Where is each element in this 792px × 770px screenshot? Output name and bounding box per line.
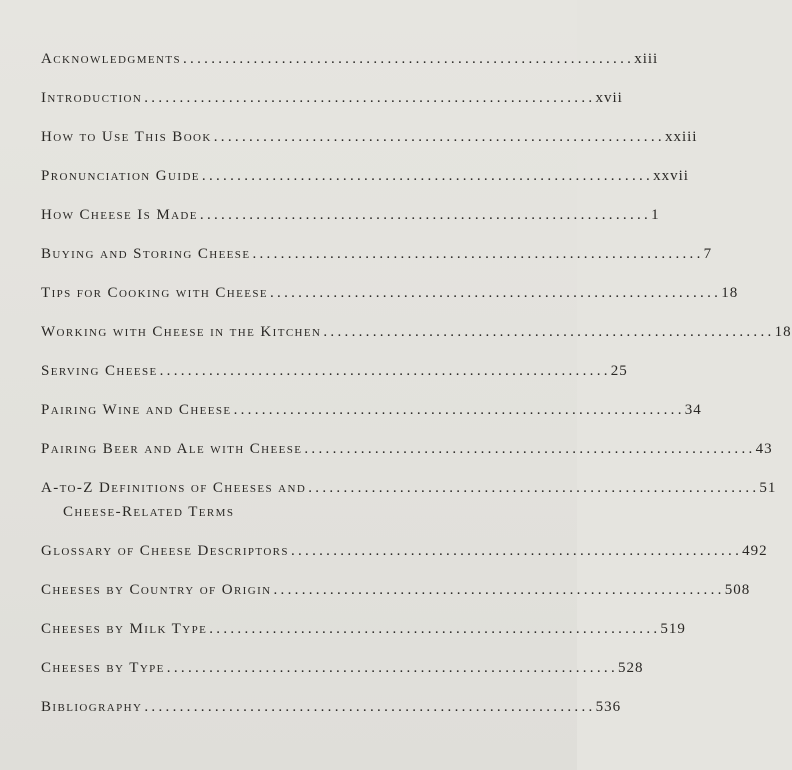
toc-entry-title: Working with Cheese in the Kitchen <box>41 324 322 340</box>
dot-leader: ................................................................ <box>273 582 725 598</box>
toc-entry-how-cheese-is-made[interactable] <box>41 202 660 241</box>
toc-page-number: 34 <box>684 402 702 418</box>
dot-leader: ................................................................ <box>209 621 661 637</box>
toc-entry-title: Tips for Cooking with Cheese <box>41 285 268 301</box>
toc-page-number: 1 <box>651 207 660 223</box>
toc-entry-bibliography[interactable] <box>41 694 622 733</box>
toc-entry-serving[interactable] <box>41 358 628 397</box>
dot-leader: ................................................................ <box>304 441 756 457</box>
toc-page-number: 25 <box>610 363 628 379</box>
toc-page-number: 536 <box>595 699 622 715</box>
toc-entry-glossary[interactable] <box>41 538 768 577</box>
dot-leader: ................................................................ <box>213 129 665 145</box>
dot-leader: ................................................................ <box>144 699 596 715</box>
toc-entry-title: Pairing Beer and Ale with Cheese <box>41 441 303 457</box>
toc-entry-title: Buying and Storing Cheese <box>41 246 251 262</box>
toc-page-number: xxiii <box>664 129 698 145</box>
toc-page-number: 51 <box>759 480 777 496</box>
toc-page-number: 18 <box>721 285 739 301</box>
toc-page-number: xvii <box>595 90 623 106</box>
toc-entry-title: Pronunciation Guide <box>41 168 200 184</box>
toc-entry-title: Cheeses by Type <box>41 660 165 676</box>
toc-entry-introduction[interactable] <box>41 85 623 124</box>
dot-leader: ................................................................ <box>144 90 596 106</box>
toc-entry-buying-storing[interactable] <box>41 241 713 280</box>
toc-entry-title: Introduction <box>41 90 143 106</box>
dot-leader: ................................................................ <box>201 168 654 184</box>
dot-leader: ................................................................ <box>269 285 722 301</box>
toc-entry-title: Pairing Wine and Cheese <box>41 402 232 418</box>
toc-page-number: 492 <box>742 543 768 559</box>
toc-entry-title: Acknowledgments <box>41 51 181 67</box>
toc-entry-pronunciation[interactable] <box>41 163 689 202</box>
toc-entry-tips-cooking[interactable] <box>41 280 739 319</box>
dot-leader: ................................................................ <box>308 480 760 496</box>
dot-leader: ................................................................ <box>159 363 611 379</box>
toc-entry-title: A-to-Z Definitions of Cheeses and <box>41 480 307 496</box>
dot-leader: ................................................................ <box>183 51 635 67</box>
dot-leader: ................................................................ <box>290 543 743 559</box>
toc-entry-acknowledgments[interactable] <box>41 46 659 85</box>
toc-entry-by-country[interactable] <box>41 577 751 616</box>
toc-page-number: 7 <box>703 246 713 262</box>
table-of-contents <box>41 46 792 733</box>
dot-leader: ................................................................ <box>166 660 618 676</box>
toc-entry-title-continuation: Cheese-Related Terms <box>63 504 235 520</box>
toc-entry-by-type[interactable] <box>41 655 644 694</box>
toc-entry-a-to-z[interactable] <box>41 475 777 538</box>
toc-page-number: xiii <box>634 51 659 67</box>
dot-leader: ................................................................ <box>252 246 704 262</box>
toc-entry-how-to-use[interactable] <box>41 124 698 163</box>
toc-entry-title: How to Use This Book <box>41 129 212 145</box>
dot-leader: ................................................................ <box>199 207 652 223</box>
dot-leader: ................................................................ <box>323 324 775 340</box>
toc-entry-working-kitchen[interactable] <box>41 319 792 358</box>
toc-entry-title: Bibliography <box>41 699 143 715</box>
toc-page-number: xxvii <box>653 168 689 184</box>
toc-entry-title: How Cheese Is Made <box>41 207 198 223</box>
toc-entry-pairing-beer[interactable] <box>41 436 773 475</box>
toc-page-number: 18 <box>774 324 792 340</box>
toc-entry-title: Glossary of Cheese Descriptors <box>41 543 289 559</box>
toc-entry-title: Cheeses by Country of Origin <box>41 582 272 598</box>
toc-page-number: 508 <box>724 582 751 598</box>
toc-entry-pairing-wine[interactable] <box>41 397 702 436</box>
toc-entry-title: Cheeses by Milk Type <box>41 621 208 637</box>
toc-entry-by-milk-type[interactable] <box>41 616 686 655</box>
toc-page-number: 43 <box>755 441 773 457</box>
toc-entry-title: Serving Cheese <box>41 363 158 379</box>
dot-leader: ................................................................ <box>233 402 685 418</box>
toc-page-number: 528 <box>618 660 644 676</box>
toc-page-number: 519 <box>660 621 686 637</box>
